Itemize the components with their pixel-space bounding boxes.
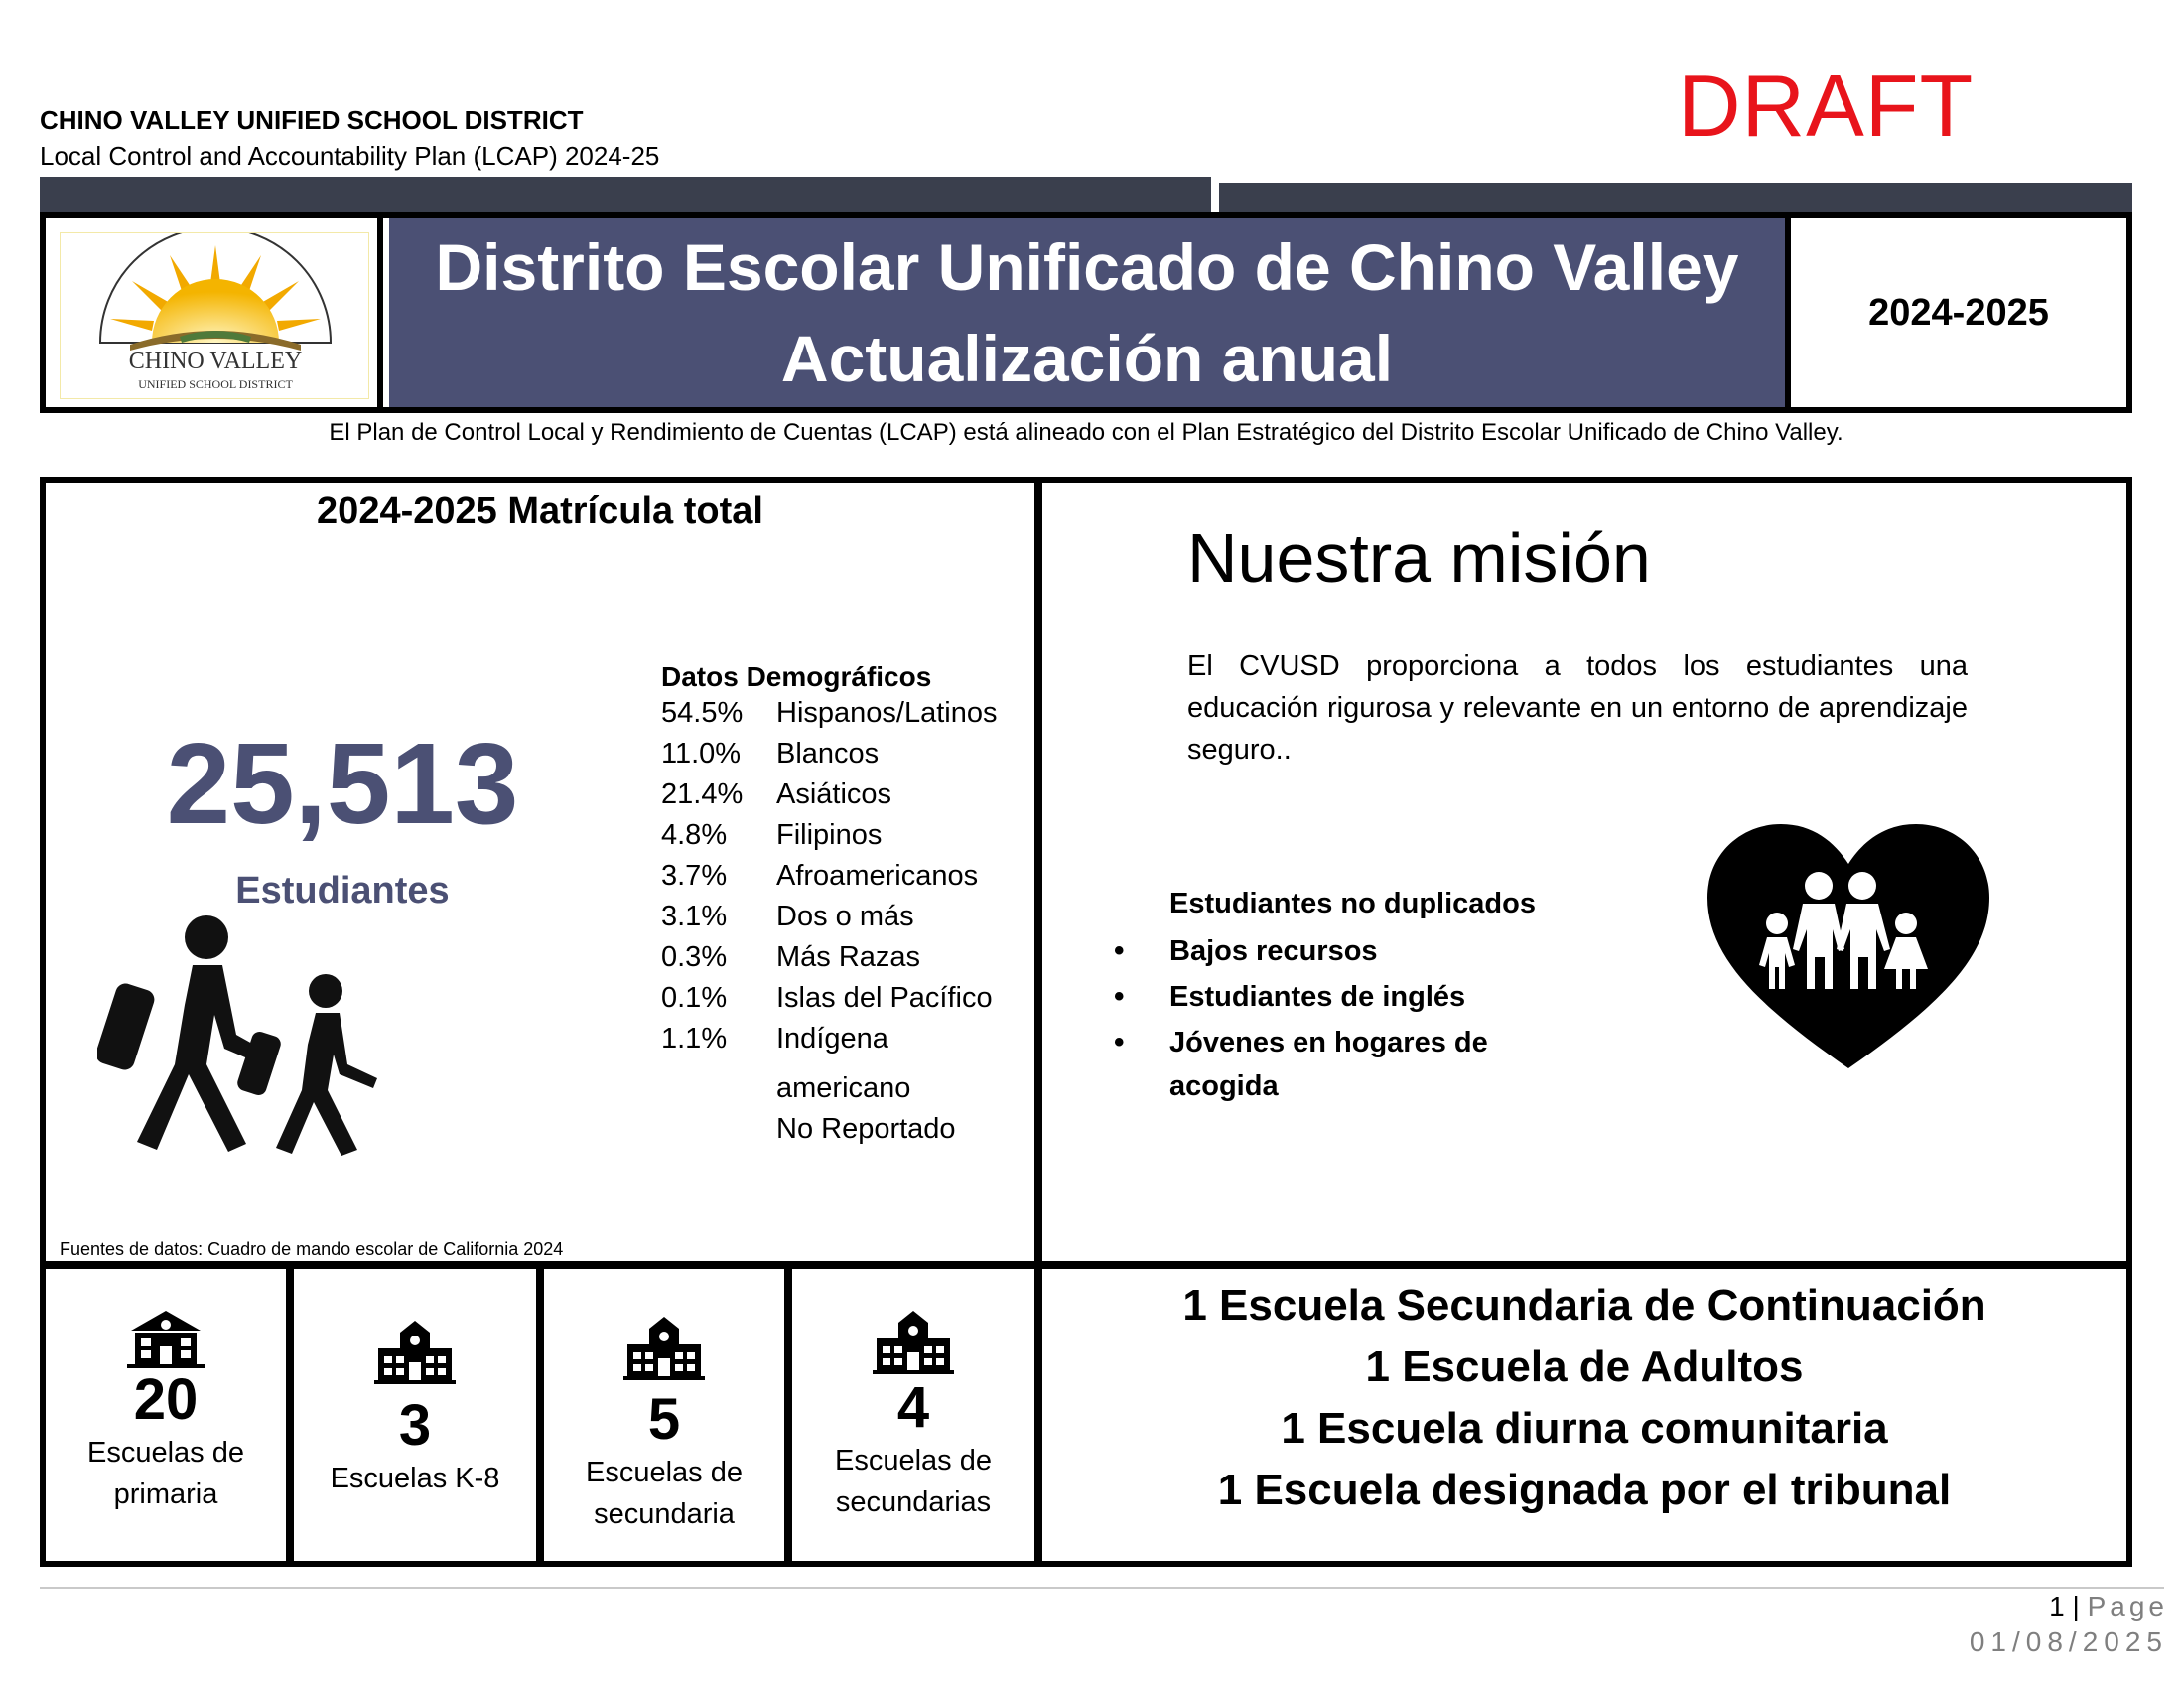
demographic-row	[661, 697, 997, 730]
school-building-icon	[623, 1315, 705, 1380]
school-count-label: Escuelas de	[835, 1445, 992, 1477]
school-count-label: secundaria	[594, 1498, 735, 1530]
students-label: Estudiantes	[235, 870, 450, 912]
list-item: • Bajos recursos	[1114, 929, 1551, 973]
school-count-high	[792, 1269, 1034, 1559]
district-logo	[60, 232, 369, 399]
demographic-label: Dos o más	[776, 901, 914, 932]
walking-students-icon	[97, 915, 435, 1164]
title-banner	[40, 212, 2132, 413]
mission-text: El CVUSD proporciona a todos los estudiantes una educación rigurosa y relevante en un entorno de aprendizaje seguro..	[1187, 650, 1968, 766]
demographic-label: Indígena	[776, 1023, 888, 1055]
family-heart-icon	[1704, 820, 1993, 1074]
banner-title-line-1: Distrito Escolar Unificado de Chino Valley	[435, 230, 1739, 304]
school-count-secondary	[544, 1269, 784, 1559]
demographics-title: Datos Demográficos	[661, 661, 932, 692]
school-count-number: 5	[647, 1387, 681, 1452]
list-item: • Estudiantes de inglés	[1114, 975, 1551, 1019]
school-count-label: Escuelas K-8	[330, 1463, 500, 1494]
footer-date: 01/08/2025	[1969, 1626, 2168, 1657]
grid-divider-vertical	[1034, 477, 1042, 1567]
svg-text:UNIFIED SCHOOL DISTRICT: UNIFIED SCHOOL DISTRICT	[138, 377, 293, 391]
school-count-label: primaria	[113, 1478, 218, 1510]
school-count-label: Escuelas de	[586, 1457, 743, 1488]
demographic-percent: 3.1%	[661, 901, 728, 932]
demographic-label: Más Razas	[776, 941, 921, 973]
demographic-row	[661, 901, 914, 933]
header-bar-left	[40, 177, 1211, 212]
other-schools-list	[1042, 1275, 2126, 1521]
header-bar-right	[1219, 183, 2132, 212]
school-count-number: 3	[398, 1393, 432, 1458]
banner-year: 2024-2025	[1785, 218, 2126, 407]
demographic-label: Filipinos	[776, 819, 883, 851]
demographic-row	[661, 819, 882, 852]
school-count-number: 20	[133, 1367, 199, 1432]
school-divider-3	[784, 1261, 792, 1567]
list-item: 1 Escuela Secundaria de Continuación	[1182, 1281, 1986, 1330]
demographic-percent: 0.1%	[661, 982, 728, 1014]
demographic-label: Blancos	[776, 738, 880, 770]
school-building-icon	[374, 1319, 456, 1384]
list-item: • Jóvenes en hogares de acogida	[1114, 1021, 1551, 1108]
demographic-percent: 4.8%	[661, 819, 728, 851]
demographic-percent: 1.1%	[661, 1023, 728, 1055]
list-item: 1 Escuela de Adultos	[1365, 1342, 1804, 1391]
demographic-label: Afroamericanos	[776, 860, 979, 892]
school-divider-2	[536, 1261, 544, 1567]
demographic-row	[661, 982, 993, 1015]
school-building-icon	[873, 1309, 954, 1374]
page-separator: |	[2072, 1591, 2080, 1621]
mission-title: Nuestra misión	[1187, 519, 1651, 597]
list-item: 1 Escuela diurna comunitaria	[1281, 1404, 1888, 1453]
logo-cell	[46, 218, 383, 407]
svg-text:CHINO VALLEY: CHINO VALLEY	[128, 349, 303, 374]
school-building-icon	[125, 1309, 206, 1368]
school-count-label: Escuelas de	[87, 1437, 244, 1469]
unduplicated-title: Estudiantes no duplicados	[1169, 888, 1536, 919]
demographic-row	[661, 778, 891, 811]
school-count-number: 4	[896, 1375, 930, 1440]
unduplicated-list	[1114, 929, 1551, 1110]
demographic-percent: 3.7%	[661, 860, 728, 892]
demographic-percent: 21.4%	[661, 778, 744, 810]
demographic-percent: 11.0%	[661, 738, 742, 770]
list-item: 1 Escuela designada por el tribunal	[1217, 1466, 1952, 1514]
demographic-row	[661, 738, 879, 771]
demographic-percent: 0.3%	[661, 941, 728, 973]
sun-logo-icon	[61, 233, 370, 400]
grid-divider-horizontal	[40, 1261, 2132, 1269]
demographic-label: Asiáticos	[776, 778, 892, 810]
alignment-note: El Plan de Control Local y Rendimiento de Cuentas (LCAP) está alineado con el Plan Estratégico del Distrito Escolar Unificado de Chino Valley.	[329, 419, 1843, 446]
plan-name: Local Control and Accountability Plan (LCAP) 2024-25	[40, 141, 660, 171]
banner-title	[389, 218, 1785, 407]
demographics-extra-1: americano	[776, 1072, 911, 1104]
demographics-extra-2: No Reportado	[776, 1113, 956, 1145]
enrollment-total: 25,513	[166, 719, 519, 848]
page-number: 1	[2049, 1591, 2065, 1621]
school-count-label: secundarias	[835, 1486, 992, 1518]
data-sources: Fuentes de datos: Cuadro de mando escolar de California 2024	[60, 1239, 564, 1259]
draft-watermark: DRAFT	[1678, 57, 1975, 155]
district-name: CHINO VALLEY UNIFIED SCHOOL DISTRICT	[40, 105, 584, 135]
school-divider-1	[286, 1261, 294, 1567]
page-word: Page	[2087, 1591, 2168, 1621]
demographic-row	[661, 941, 920, 974]
demographic-label: Islas del Pacífico	[776, 982, 993, 1014]
demographic-row	[661, 1023, 888, 1055]
footer-divider	[40, 1587, 2164, 1589]
school-count-elementary	[46, 1269, 286, 1559]
page-indicator	[1787, 1591, 2168, 1622]
school-count-k8	[294, 1269, 536, 1559]
enrollment-title: 2024-2025 Matrícula total	[317, 491, 763, 532]
demographic-row	[661, 860, 978, 893]
demographic-label: Hispanos/Latinos	[776, 697, 998, 729]
banner-title-line-2: Actualización anual	[780, 322, 1394, 395]
demographic-percent: 54.5%	[661, 697, 744, 729]
